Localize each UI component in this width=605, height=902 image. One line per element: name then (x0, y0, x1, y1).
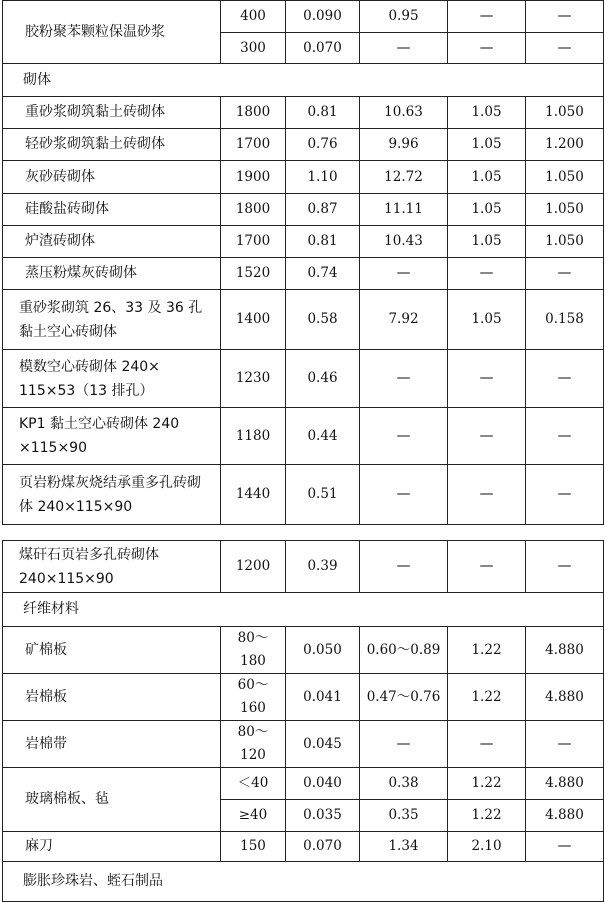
table-row (3, 768, 604, 800)
value-cell: 1.200 (526, 129, 604, 161)
value-cell: ≥40 (221, 800, 286, 832)
value-cell: — (526, 541, 604, 593)
value-cell: 1.050 (526, 97, 604, 129)
value-cell: 1180 (221, 408, 286, 465)
value-cell: — (526, 721, 604, 768)
value-cell: 1800 (221, 194, 286, 226)
value-cell: 1.05 (448, 194, 526, 226)
material-table-lower (2, 540, 604, 902)
value-cell: 7.92 (360, 290, 448, 350)
value-cell: 0.47～0.76 (360, 674, 448, 721)
value-cell: 300 (221, 33, 286, 64)
table-row (3, 465, 604, 525)
value-cell: — (448, 721, 526, 768)
value-cell: 0.040 (286, 768, 360, 800)
material-name: 玻璃棉板、毡 (3, 768, 221, 832)
material-table-upper (2, 0, 604, 525)
material-name: 蒸压粉煤灰砖砌体 (3, 258, 221, 290)
value-cell: 0.090 (286, 1, 360, 33)
table-row (3, 350, 604, 408)
value-cell: — (360, 465, 448, 525)
value-cell: 0.58 (286, 290, 360, 350)
category-label: 纤维材料 (3, 593, 604, 627)
value-cell: 0.44 (286, 408, 360, 465)
value-cell: 1800 (221, 97, 286, 129)
table-row (3, 129, 604, 161)
value-cell: 1.22 (448, 800, 526, 832)
value-cell: 1.05 (448, 290, 526, 350)
value-cell: 9.96 (360, 129, 448, 161)
value-cell: 2.10 (448, 832, 526, 862)
value-cell: 150 (221, 832, 286, 862)
value-cell: — (448, 350, 526, 408)
value-cell: 1.050 (526, 161, 604, 194)
value-cell: 12.72 (360, 161, 448, 194)
value-cell: — (526, 832, 604, 862)
value-cell: 1.22 (448, 768, 526, 800)
value-cell: 0.35 (360, 800, 448, 832)
value-cell: 80～120 (221, 721, 286, 768)
value-cell: — (360, 541, 448, 593)
value-cell: 80～180 (221, 627, 286, 674)
value-cell: 1.10 (286, 161, 360, 194)
value-cell: — (526, 1, 604, 33)
table-row (3, 226, 604, 258)
table-row (3, 721, 604, 768)
material-name: 重砂浆砌筑黏土砖砌体 (3, 97, 221, 129)
value-cell: — (526, 350, 604, 408)
value-cell: 0.76 (286, 129, 360, 161)
value-cell: 0.39 (286, 541, 360, 593)
material-name: 麻刀 (3, 832, 221, 862)
value-cell: ＜40 (221, 768, 286, 800)
category-row (3, 593, 604, 627)
value-cell: 1.050 (526, 226, 604, 258)
value-cell: 11.11 (360, 194, 448, 226)
value-cell: 4.880 (526, 627, 604, 674)
table-row (3, 832, 604, 862)
material-name: 硅酸盐砖砌体 (3, 194, 221, 226)
value-cell: 1230 (221, 350, 286, 408)
value-cell: 1700 (221, 129, 286, 161)
value-cell: — (526, 258, 604, 290)
value-cell: 1520 (221, 258, 286, 290)
value-cell: 0.045 (286, 721, 360, 768)
value-cell: 0.035 (286, 800, 360, 832)
value-cell: 1.05 (448, 161, 526, 194)
value-cell: 0.87 (286, 194, 360, 226)
value-cell: 4.880 (526, 800, 604, 832)
value-cell: 1.05 (448, 129, 526, 161)
value-cell: 0.46 (286, 350, 360, 408)
material-name: 炉渣砖砌体 (3, 226, 221, 258)
value-cell: 60～160 (221, 674, 286, 721)
table-row (3, 408, 604, 465)
material-name: KP1 黏土空心砖砌体 240 ×115×90 (3, 408, 221, 465)
value-cell: 400 (221, 1, 286, 33)
table-row (3, 674, 604, 721)
value-cell: 10.63 (360, 97, 448, 129)
value-cell: 1.22 (448, 674, 526, 721)
table-row (3, 97, 604, 129)
value-cell: 0.60～0.89 (360, 627, 448, 674)
value-cell: — (360, 350, 448, 408)
value-cell: 0.81 (286, 97, 360, 129)
value-cell: 0.158 (526, 290, 604, 350)
value-cell: 4.880 (526, 768, 604, 800)
material-name: 岩棉带 (3, 721, 221, 768)
value-cell: 4.880 (526, 674, 604, 721)
value-cell: — (360, 258, 448, 290)
value-cell: 0.95 (360, 1, 448, 33)
material-name: 重砂浆砌筑 26、33 及 36 孔黏土空心砖砌体 (3, 290, 221, 350)
value-cell: 1.22 (448, 627, 526, 674)
value-cell: 0.51 (286, 465, 360, 525)
value-cell: 0.81 (286, 226, 360, 258)
value-cell: — (360, 408, 448, 465)
material-name: 轻砂浆砌筑黏土砖砌体 (3, 129, 221, 161)
value-cell: — (526, 33, 604, 64)
category-row (3, 64, 604, 97)
value-cell: — (360, 33, 448, 64)
value-cell: 0.38 (360, 768, 448, 800)
material-name: 岩棉板 (3, 674, 221, 721)
category-label: 砌体 (3, 64, 604, 97)
value-cell: 1200 (221, 541, 286, 593)
value-cell: — (448, 408, 526, 465)
material-name: 灰砂砖砌体 (3, 161, 221, 194)
value-cell: — (526, 465, 604, 525)
value-cell: — (448, 465, 526, 525)
value-cell: — (448, 1, 526, 33)
table-row (3, 258, 604, 290)
value-cell: 1.34 (360, 832, 448, 862)
material-name: 煤矸石页岩多孔砖砌体 240×115×90 (3, 541, 221, 593)
material-name: 模数空心砖砌体 240× 115×53（13 排孔） (3, 350, 221, 408)
material-name: 页岩粉煤灰烧结承重多孔砖砌体 240×115×90 (3, 465, 221, 525)
value-cell: 0.74 (286, 258, 360, 290)
table-row (3, 541, 604, 593)
value-cell: — (526, 408, 604, 465)
value-cell: 0.070 (286, 832, 360, 862)
value-cell: — (360, 721, 448, 768)
value-cell: — (448, 33, 526, 64)
value-cell: 1.05 (448, 97, 526, 129)
value-cell: 1400 (221, 290, 286, 350)
value-cell: — (448, 541, 526, 593)
value-cell: 0.041 (286, 674, 360, 721)
table-row (3, 627, 604, 674)
value-cell: — (448, 258, 526, 290)
value-cell: 10.43 (360, 226, 448, 258)
table-row (3, 290, 604, 350)
value-cell: 1.050 (526, 194, 604, 226)
value-cell: 0.070 (286, 33, 360, 64)
value-cell: 1440 (221, 465, 286, 525)
value-cell: 1900 (221, 161, 286, 194)
material-name: 胶粉聚苯颗粒保温砂浆 (3, 1, 221, 64)
table-row (3, 194, 604, 226)
value-cell: 1.05 (448, 226, 526, 258)
value-cell: 1700 (221, 226, 286, 258)
value-cell: 0.050 (286, 627, 360, 674)
material-name: 矿棉板 (3, 627, 221, 674)
table-row (3, 161, 604, 194)
table-row (3, 1, 604, 33)
category-label: 膨胀珍珠岩、蛭石制品 (3, 862, 604, 902)
